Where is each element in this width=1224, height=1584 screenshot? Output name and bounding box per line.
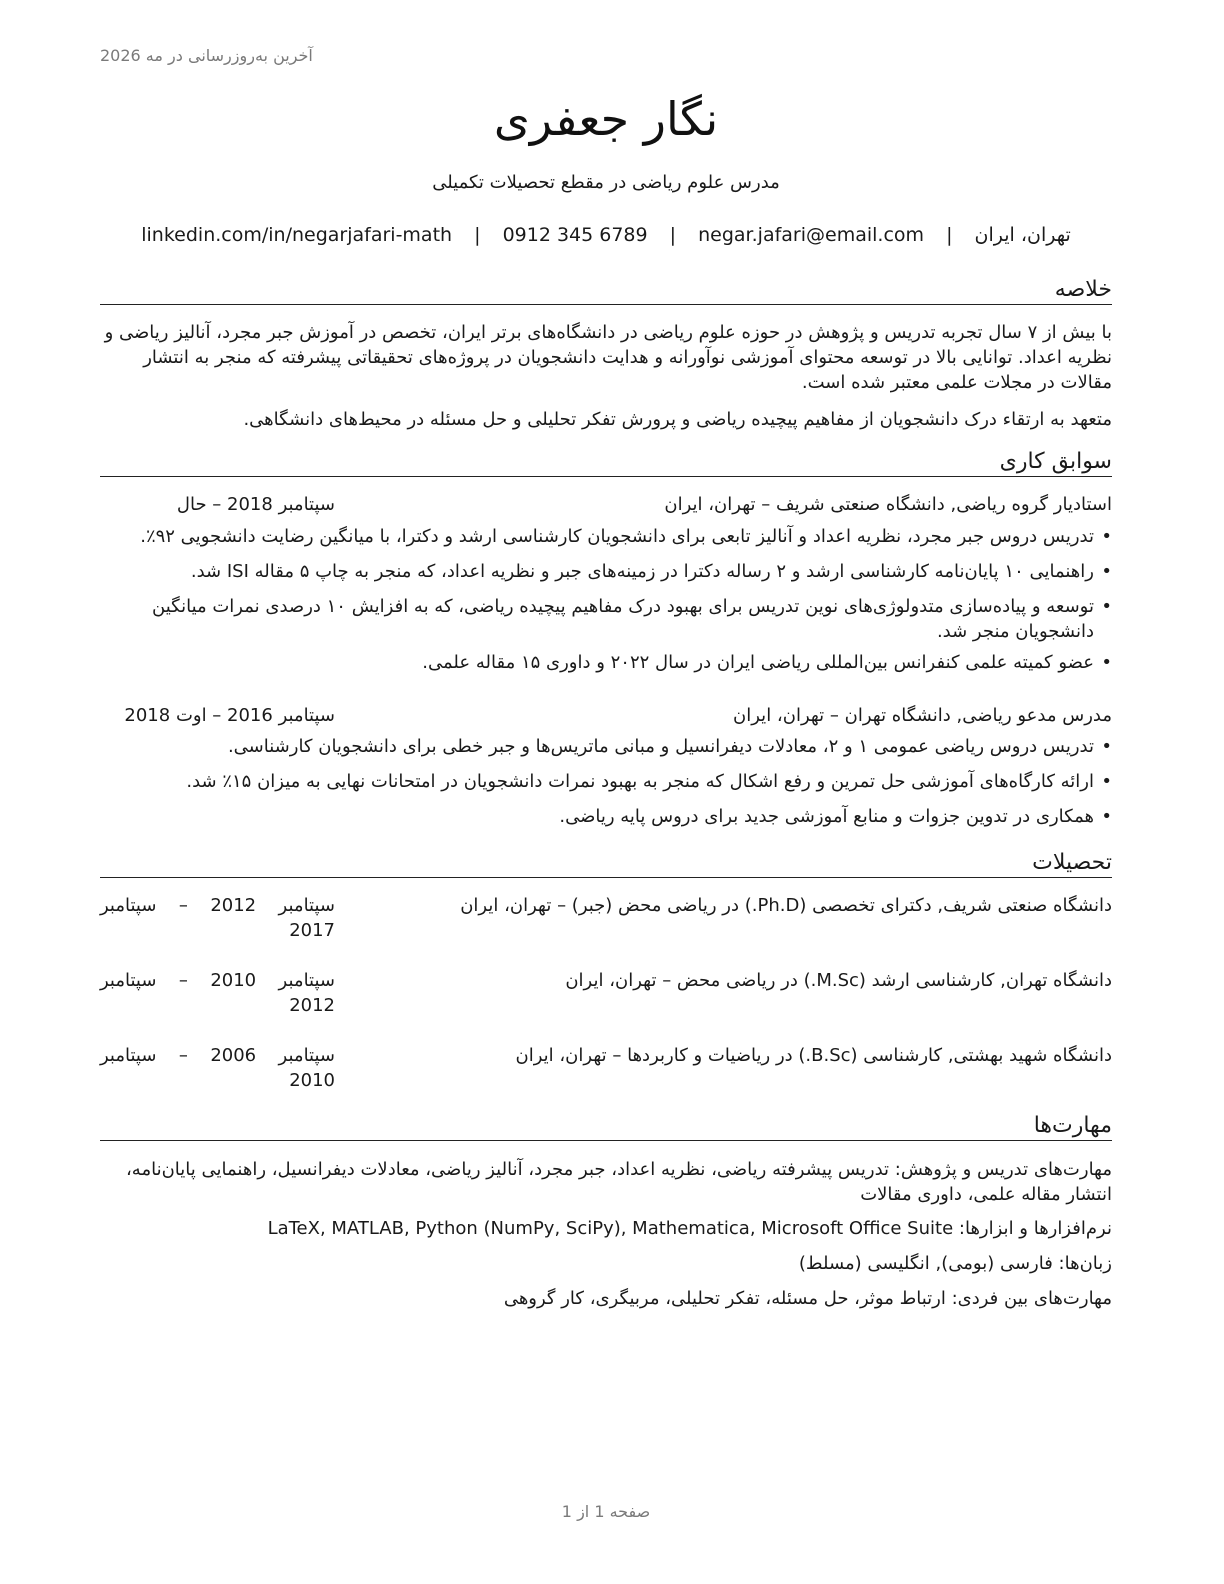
job-date: سپتامبر 2018 – حال — [176, 494, 335, 515]
list-item: • ارائه کارگاه‌های آموزشی حل تمرین و رفع اشکال که منجر به بهبود نمرات دانشجویان در امتحانات نهایی به میزان ۱۵٪ شد. — [100, 769, 1112, 794]
page-number: صفحه 1 از 1 — [561, 1502, 651, 1521]
contact-location: تهران، ایران — [974, 224, 1071, 246]
list-item: • همکاری در تدوین جزوات و منابع آموزشی جدید برای دروس پایه ریاضی. — [100, 804, 1112, 829]
skills-languages: زبان‌ها: فارسی (بومی), انگلیسی (مسلط) — [798, 1253, 1112, 1274]
contact-line — [100, 224, 1112, 246]
skills-software-value: LaTeX, MATLAB, Python (NumPy, SciPy), Mathematica, Microsoft Office Suite — [267, 1218, 954, 1239]
contact-linkedin[interactable]: linkedin.com/in/negarjafari-math — [141, 224, 453, 246]
list-item: • تدریس دروس جبر مجرد، نظریه اعداد و آنالیز تابعی برای دانشجویان کارشناسی ارشد و دکترا، با میانگین رضایت دانشجویی ۹۲٪. — [100, 524, 1112, 549]
education-date: سپتامبر 2012 – سپتامبر 2017 — [100, 895, 335, 941]
education-title: دانشگاه تهران, کارشناسی ارشد (M.Sc.) در ریاضی محض – تهران، ایران — [565, 970, 1112, 991]
job-bullets — [100, 524, 1112, 675]
job-date: سپتامبر 2016 – اوت 2018 — [124, 705, 335, 726]
list-item: • تدریس دروس ریاضی عمومی ۱ و ۲، معادلات دیفرانسیل و مبانی ماتریس‌ها و جبر خطی برای دانشجویان کارشناسی. — [100, 734, 1112, 759]
summary-paragraph-1: با بیش از ۷ سال تجربه تدریس و پژوهش در حوزه علوم ریاضی در دانشگاه‌های برتر ایران، تخصص در آموزش جبر مجرد، آنالیز ریاضی و نظریه اعداد. توانایی بالا در توسعه محتوای آموزشی نوآورانه و هدایت دانشجویان در پروژه‌های تحقیقاتی پیشرفته که منجر به انتشار مقالات در مجلات علمی معتبر شده است. — [104, 322, 1112, 393]
job-title: استادیار گروه ریاضی, دانشگاه صنعتی شریف – تهران، ایران — [664, 494, 1112, 515]
contact-separator: | — [474, 224, 481, 246]
job-entry-header — [100, 492, 1112, 517]
list-item: • راهنمایی ۱۰ پایان‌نامه کارشناسی ارشد و ۲ رساله دکترا در زمینه‌های جبر و نظریه اعداد، که منجر به چاپ ۵ مقاله ISI شد. — [100, 559, 1112, 584]
section-title-education: تحصیلات — [100, 849, 1112, 878]
education-entry — [100, 968, 1112, 1018]
job-entry-header — [100, 703, 1112, 728]
contact-separator: | — [669, 224, 677, 246]
resume-page — [100, 0, 1112, 1584]
section-title-experience: سوابق کاری — [100, 448, 1112, 477]
education-entry — [100, 893, 1112, 943]
summary-paragraph-2: متعهد به ارتقاء درک دانشجویان از مفاهیم پیچیده ریاضی و پرورش تفکر تحلیلی و حل مسئله در محیط‌های دانشگاهی. — [243, 409, 1112, 430]
section-title-summary: خلاصه — [100, 276, 1112, 305]
skills-software-label: نرم‌افزارها و ابزارها: — [958, 1218, 1112, 1239]
last-updated: آخرین به‌روزرسانی در مه 2026 — [100, 46, 313, 65]
list-item: • توسعه و پیاده‌سازی متدولوژی‌های نوین تدریس برای بهبود درک مفاهیم پیچیده ریاضی، که به افزایش ۱۰ درصدی نمرات میانگین دانشجویان منجر شد. — [100, 594, 1112, 644]
candidate-headline: مدرس علوم ریاضی در مقطع تحصیلات تکمیلی — [432, 172, 780, 193]
education-date: سپتامبر 2010 – سپتامبر 2012 — [100, 970, 335, 1016]
skills-software — [100, 1216, 1112, 1241]
contact-phone[interactable]: 0912 345 6789 — [502, 224, 648, 246]
education-title: دانشگاه شهید بهشتی, کارشناسی (B.Sc.) در ریاضیات و کاربردها – تهران، ایران — [515, 1045, 1112, 1066]
education-entry — [100, 1043, 1112, 1093]
section-title-skills: مهارت‌ها — [100, 1112, 1112, 1141]
candidate-name: نگار جعفری — [493, 92, 719, 146]
job-bullets — [100, 734, 1112, 829]
contact-email[interactable]: negar.jafari@email.com — [698, 224, 925, 246]
contact-separator: | — [946, 224, 953, 246]
job-title: مدرس مدعو ریاضی, دانشگاه تهران – تهران، ایران — [733, 705, 1112, 726]
education-date: سپتامبر 2006 – سپتامبر 2010 — [100, 1045, 335, 1091]
skills-soft: مهارت‌های بین فردی: ارتباط موثر، حل مسئله، تفکر تحلیلی، مربیگری، کار گروهی — [503, 1288, 1112, 1309]
list-item: • عضو کمیته علمی کنفرانس بین‌المللی ریاضی ایران در سال ۲۰۲۲ و داوری ۱۵ مقاله علمی. — [100, 650, 1112, 675]
education-title: دانشگاه صنعتی شریف, دکترای تخصصی (Ph.D.) در ریاضی محض (جبر) – تهران، ایران — [460, 895, 1112, 916]
skills-teaching: مهارت‌های تدریس و پژوهش: تدریس پیشرفته ریاضی، نظریه اعداد، جبر مجرد، آنالیز ریاضی، معادلات دیفرانسیل، راهنمایی پایان‌نامه، انتشار مقاله علمی، داوری مقالات — [125, 1159, 1112, 1205]
